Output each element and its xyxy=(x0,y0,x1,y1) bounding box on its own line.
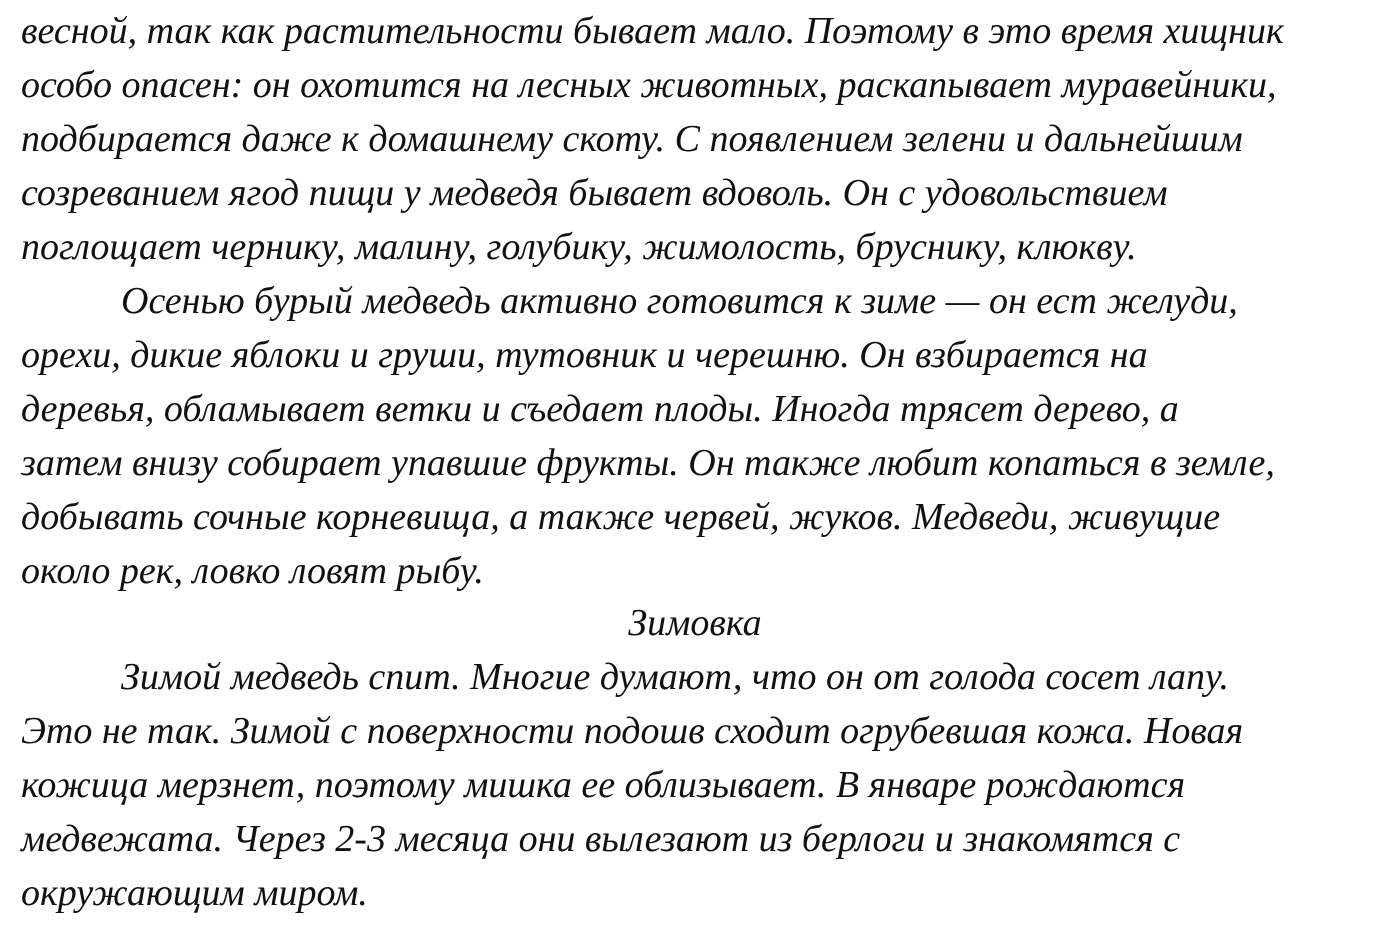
text-line: Осенью бурый медведь активно готовится к зиме — он ест желуди, xyxy=(121,280,1238,322)
text-line: добывать сочные корневища, а также червей, жуков. Медведи, живущие xyxy=(21,496,1221,538)
text-line: особо опасен: он охотится на лесных животных, раскапывает муравейники, xyxy=(21,64,1277,106)
text-line: весной, так как растительности бывает мало. Поэтому в это время хищник xyxy=(21,10,1284,52)
text-line: подбирается даже к домашнему скоту. С появлением зелени и дальнейшим xyxy=(21,118,1243,160)
text-line: окружающим миром. xyxy=(21,872,368,914)
text-line: затем внизу собирает упавшие фрукты. Он также любит копаться в земле, xyxy=(21,442,1275,484)
text-line: деревья, обламывает ветки и съедает плоды. Иногда трясет дерево, а xyxy=(21,388,1179,430)
text-line: орехи, дикие яблоки и груши, тутовник и черешню. Он взбирается на xyxy=(21,334,1148,376)
text-line: кожица мерзнет, поэтому мишка ее облизывает. В январе рождаются xyxy=(21,764,1186,806)
section-heading: Зимовка xyxy=(628,602,762,644)
text-line: около рек, ловко ловят рыбу. xyxy=(21,550,484,592)
text-line: созреванием ягод пищи у медведя бывает вдоволь. Он с удовольствием xyxy=(21,172,1168,214)
text-line: Зимой медведь спит. Многие думают, что он от голода сосет лапу. xyxy=(121,656,1230,698)
text-line: медвежата. Через 2-3 месяца они вылезают из берлоги и знакомятся с xyxy=(21,818,1181,860)
text-line: Это не так. Зимой с поверхности подошв сходит огрубевшая кожа. Новая xyxy=(21,710,1244,752)
text-line: поглощает чернику, малину, голубику, жимолость, бруснику, клюкву. xyxy=(21,226,1137,268)
